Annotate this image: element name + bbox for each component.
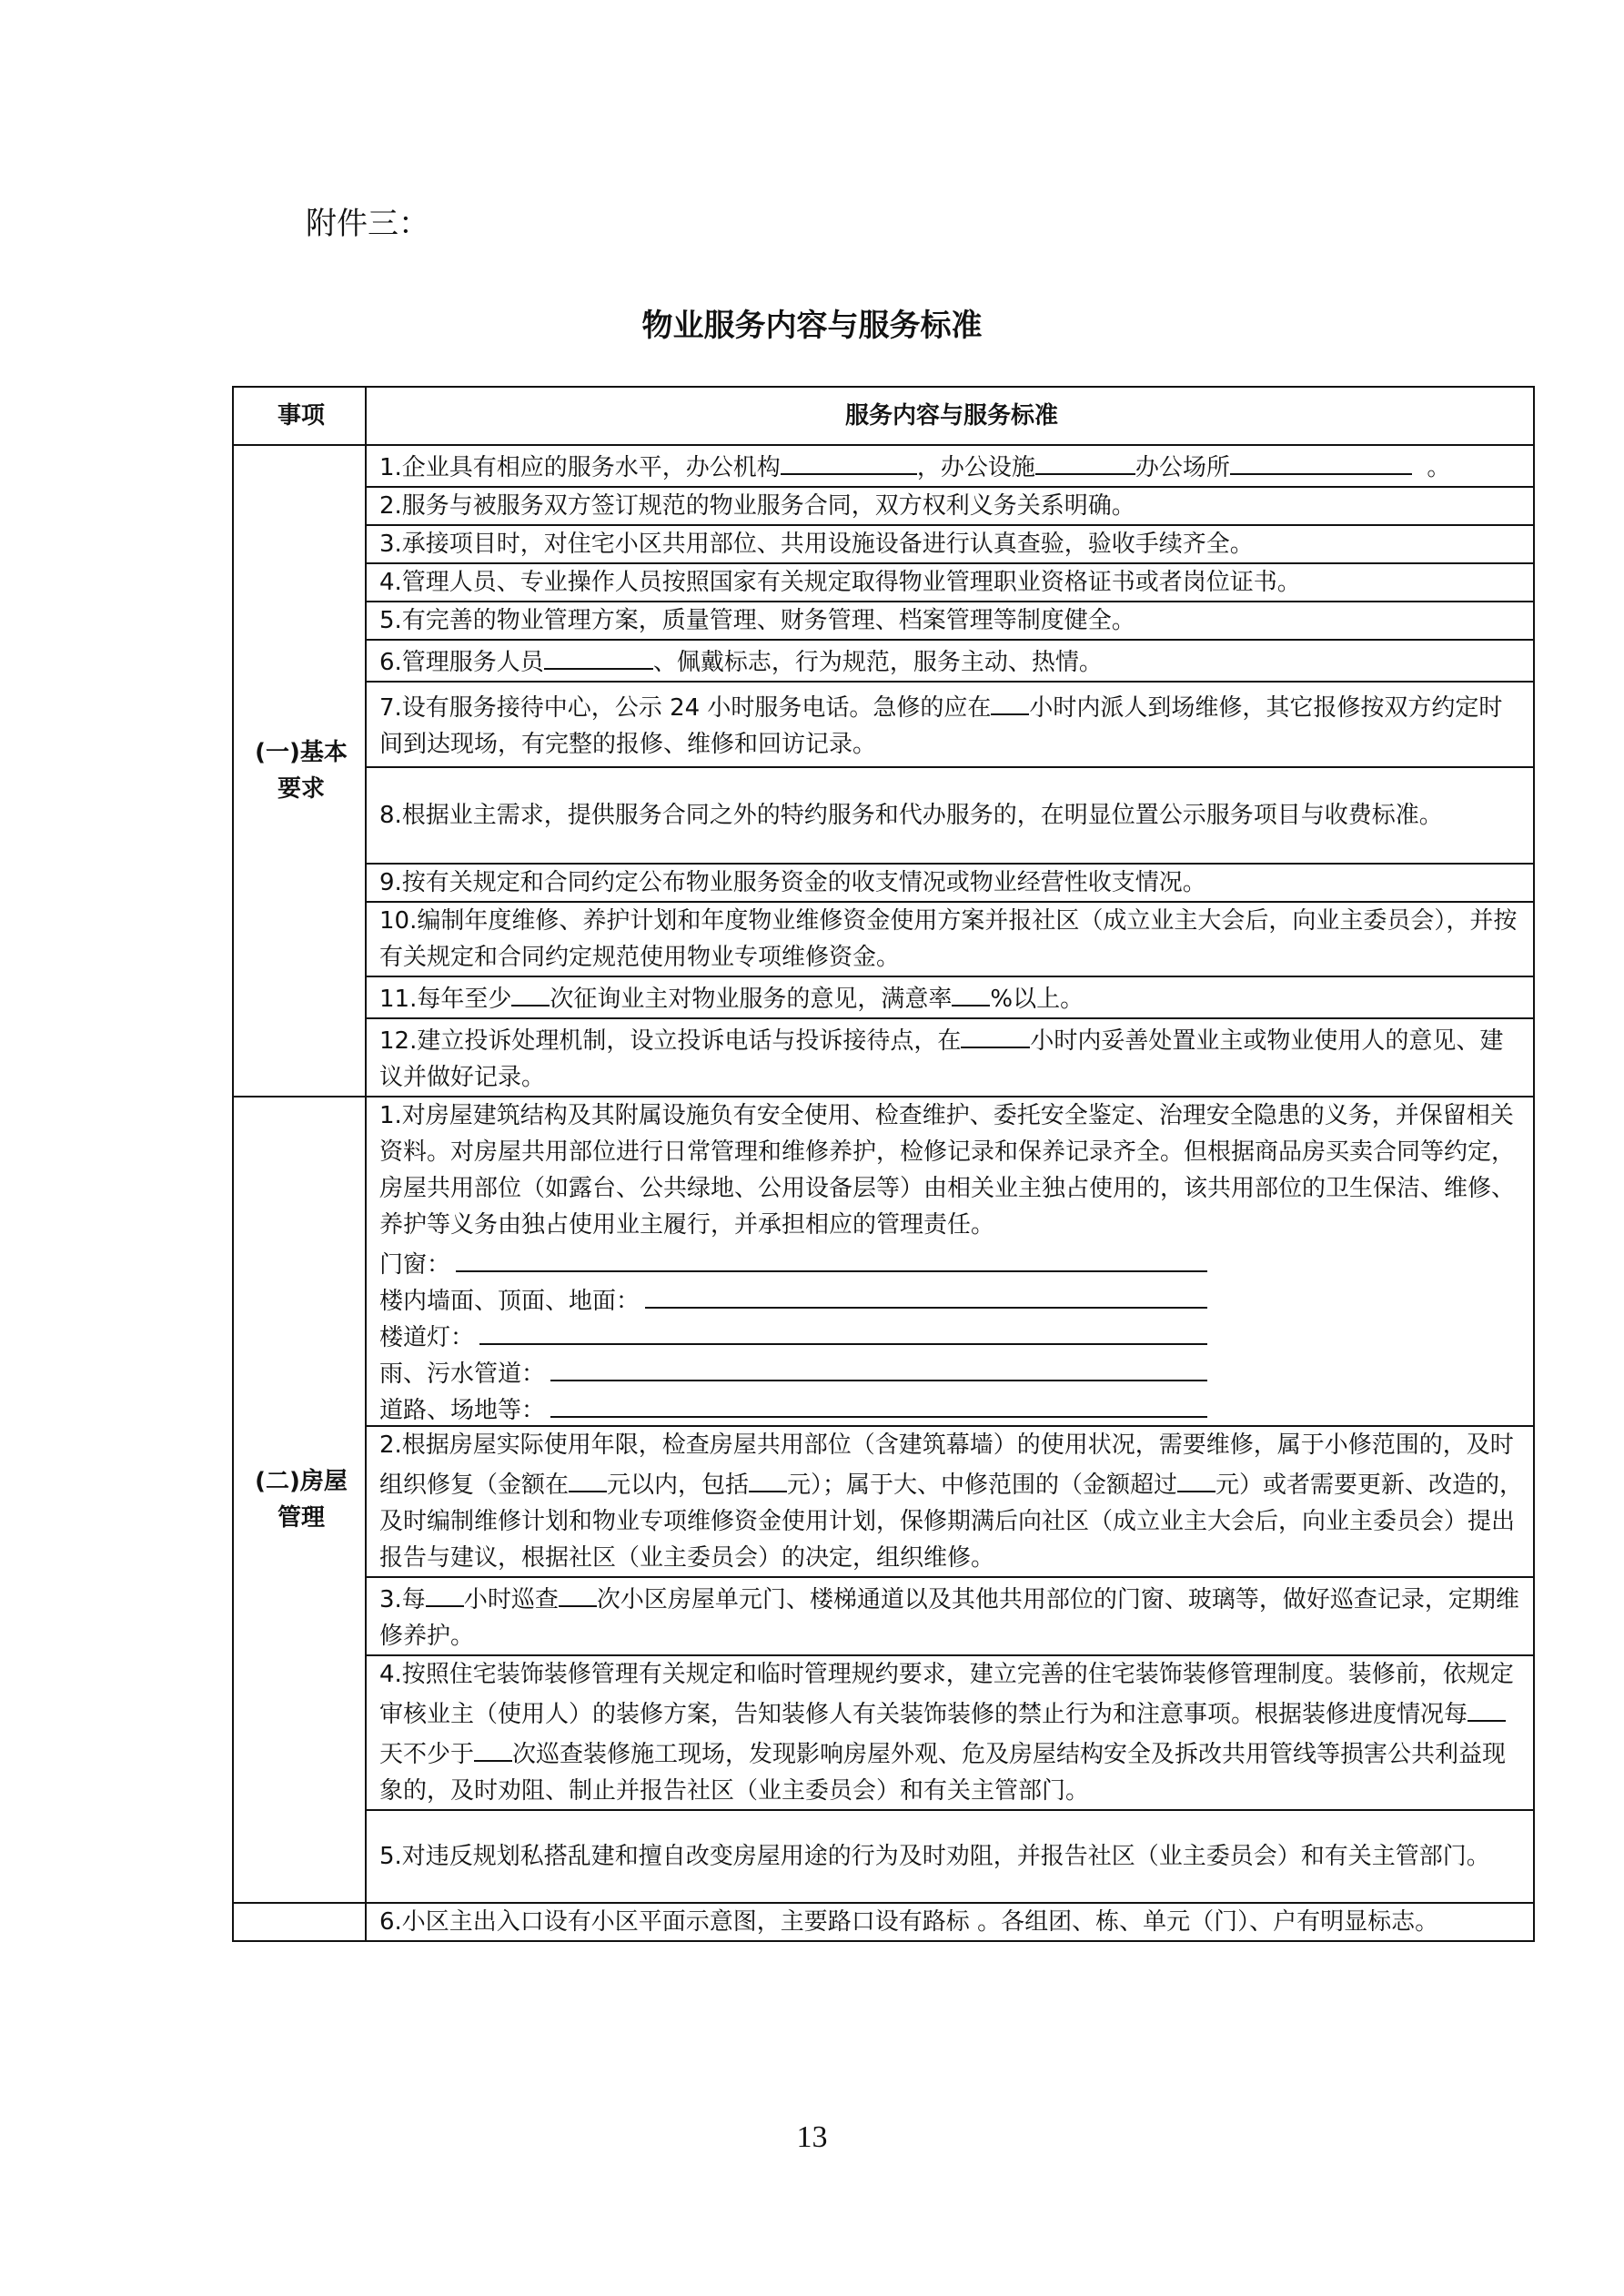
cell-text: 次小区房屋单元门、楼梯通道以及其他共用部位的门窗、玻璃等，做好巡查记录，定期维修养护。 xyxy=(379,1586,1519,1650)
cell-text: 次巡查装修施工现场，发现影响房屋外观、危及房屋结构安全及拆改共用管线等损害公共利益现象的，及时劝阻、制止并报告社区（业主委员会）和有关主管部门。 xyxy=(379,1741,1507,1805)
table-cell: 9.按有关规定和合同约定公布物业服务资金的收支情况或物业经营性收支情况。 xyxy=(366,864,1534,902)
cell-text: 3.每 xyxy=(379,1586,426,1613)
column-header-content: 服务内容与服务标准 xyxy=(366,387,1534,445)
table-cell xyxy=(366,1577,1534,1655)
service-standards-table xyxy=(232,386,1535,1942)
blank-field xyxy=(559,1578,597,1607)
column-header-item: 事项 xyxy=(233,387,366,445)
table-row xyxy=(233,487,1534,525)
blank-field xyxy=(474,1733,512,1762)
fill-label: 道路、场地等： xyxy=(379,1397,546,1424)
table-row xyxy=(233,445,1534,487)
cell-text: 7.设有服务接待中心，公示 24 小时服务电话。急修的应在 xyxy=(379,694,992,722)
table-cell xyxy=(366,1018,1534,1097)
table-cell xyxy=(366,976,1534,1018)
cell-text: 1.企业具有相应的服务水平，办公机构 xyxy=(379,454,781,481)
cell-text: 次征询业主对物业服务的意见，满意率 xyxy=(550,986,953,1013)
blank-field xyxy=(1468,1693,1506,1722)
fill-line-doors-windows xyxy=(379,1243,1207,1279)
table-row xyxy=(233,767,1534,864)
blank-field xyxy=(426,1578,464,1607)
blank-field xyxy=(961,1019,1030,1048)
fill-line-pipes xyxy=(379,1352,1207,1389)
table-row xyxy=(233,1810,1534,1903)
fill-underline xyxy=(550,1389,1207,1418)
table-cell: 4.管理人员、专业操作人员按照国家有关规定取得物业管理职业资格证书或者岗位证书。 xyxy=(366,563,1534,602)
table-row xyxy=(233,1097,1534,1426)
table-row xyxy=(233,1577,1534,1655)
fill-label: 门窗： xyxy=(379,1251,451,1279)
table-cell xyxy=(366,1426,1534,1577)
table-cell xyxy=(366,682,1534,767)
blank-field xyxy=(1230,446,1412,475)
blank-field xyxy=(511,977,550,1006)
cell-text: 天不少于 xyxy=(379,1741,475,1768)
cell-text: 办公场所 xyxy=(1135,454,1230,481)
table-row xyxy=(233,902,1534,976)
table-row xyxy=(233,602,1534,640)
table-row xyxy=(233,640,1534,682)
section-basic-requirements: (一)基本要求 xyxy=(233,445,366,1097)
cell-text: 元）；属于大、中修范围的（金额超过 xyxy=(787,1472,1178,1499)
table-cell: 3.承接项目时，对住宅小区共用部位、共用设施设备进行认真查验，验收手续齐全。 xyxy=(366,525,1534,563)
table-row xyxy=(233,563,1534,602)
fill-line-walls xyxy=(379,1279,1207,1316)
fill-underline xyxy=(645,1279,1207,1309)
table-cell: 8.根据业主需求，提供服务合同之外的特约服务和代办服务的，在明显位置公示服务项目与收费标准。 xyxy=(366,767,1534,864)
cell-text: 2.根据房屋实际使用年限，检查房屋共用部位（含建筑幕墙）的使用状况，需要维修，属于小修范围的，及时组织修复（金额在 xyxy=(379,1431,1514,1499)
fill-label: 雨、污水管道： xyxy=(379,1360,546,1388)
cell-text: 12.建立投诉处理机制，设立投诉电话与投诉接待点，在 xyxy=(379,1027,962,1055)
cell-text: 6.管理服务人员 xyxy=(379,649,544,676)
table-cell xyxy=(366,445,1534,487)
table-row xyxy=(233,1426,1534,1577)
table-row xyxy=(233,976,1534,1018)
cell-text: 小时内妥善处置业主或物业使用人的意见、建议并做好记录。 xyxy=(379,1027,1504,1091)
blank-field xyxy=(1035,446,1135,475)
blank-field xyxy=(991,686,1029,715)
table-cell xyxy=(366,640,1534,682)
table-cell: 6.小区主出入口设有小区平面示意图，主要路口设有路标 。各组团、栋、单元（门）、户有明显标志。 xyxy=(366,1903,1534,1941)
cell-text: 元）或者需要更新、改造的，及时编制维修计划和物业专项维修资金使用计划，保修期满后向社区（成立业主大会后，向业主委员会）提出报告与建议，根据社区（业主委员会）的决定，组织维修。 xyxy=(379,1472,1524,1572)
fill-label: 楼内墙面、顶面、地面： xyxy=(379,1288,641,1315)
fill-underline xyxy=(479,1316,1207,1345)
blank-field xyxy=(952,977,990,1006)
fill-underline xyxy=(550,1352,1207,1381)
section-housing-management: (二)房屋管理 xyxy=(233,1097,366,1903)
table-cell: 10.编制年度维修、养护计划和年度物业维修资金使用方案并报社区（成立业主大会后，向业主委员会），并按有关规定和合同约定规范使用物业专项维修资金。 xyxy=(366,902,1534,976)
blank-field xyxy=(1177,1463,1215,1492)
blank-field xyxy=(544,641,653,670)
cell-text: 。 xyxy=(1427,454,1451,481)
table-cell: 5.对违反规划私搭乱建和擅自改变房屋用途的行为及时劝阻，并报告社区（业主委员会）和有关主管部门。 xyxy=(366,1810,1534,1903)
fill-line-roads xyxy=(379,1389,1207,1425)
table-row xyxy=(233,1655,1534,1810)
cell-text: %以上。 xyxy=(990,986,1084,1013)
cell-text: 元以内，包括 xyxy=(607,1472,750,1499)
blank-field xyxy=(569,1463,607,1492)
table-row xyxy=(233,864,1534,902)
fill-line-corridor-lights xyxy=(379,1316,1207,1352)
table-row xyxy=(233,1018,1534,1097)
table-cell xyxy=(366,1655,1534,1810)
table-header-row xyxy=(233,387,1534,445)
cell-text: 、佩戴标志，行为规范，服务主动、热情。 xyxy=(652,649,1103,676)
cell-text: ，办公设施 xyxy=(916,454,1035,481)
attachment-label: 附件三： xyxy=(306,206,429,242)
section-continued xyxy=(233,1903,366,1941)
table-row xyxy=(233,1903,1534,1941)
cell-text: 11.每年至少 xyxy=(379,986,512,1013)
cell-text: 小时巡查 xyxy=(463,1586,559,1613)
cell-text: 1.对房屋建筑结构及其附属设施负有安全使用、检查维护、委托安全鉴定、治理安全隐患的义务，并保留相关资料。对房屋共用部位进行日常管理和维修养护，检修记录和保养记录齐全。但根据商品房买卖合同等约定，房屋共用部位（如露台、公共绿地、公用设备层等）由相关业主独占使用的，该共用部位的卫生保洁、维修、养护等义务由独占使用业主履行，并承担相应的管理责任。 xyxy=(379,1102,1516,1239)
table-row xyxy=(233,682,1534,767)
cell-text: 4.按照住宅装饰装修管理有关规定和临时管理规约要求，建立完善的住宅装饰装修管理制度。装修前，依规定审核业主（使用人）的装修方案，告知装修人有关装饰装修的禁止行为和注意事项。根据装修进度情况每 xyxy=(379,1661,1514,1728)
document-title: 物业服务内容与服务标准 xyxy=(641,308,983,344)
page-number: 13 xyxy=(796,2120,828,2154)
table-cell: 2.服务与被服务双方签订规范的物业服务合同，双方权利义务关系明确。 xyxy=(366,487,1534,525)
blank-field xyxy=(749,1463,787,1492)
fill-underline xyxy=(456,1243,1207,1272)
table-cell xyxy=(366,1097,1534,1426)
table-cell: 5.有完善的物业管理方案，质量管理、财务管理、档案管理等制度健全。 xyxy=(366,602,1534,640)
fill-label: 楼道灯： xyxy=(379,1324,475,1351)
table-row xyxy=(233,525,1534,563)
cell-text: 小时内派人到场维修，其它报修按双方约定时间到达现场，有完整的报修、维修和回访记录。 xyxy=(379,694,1503,758)
blank-field xyxy=(781,446,917,475)
